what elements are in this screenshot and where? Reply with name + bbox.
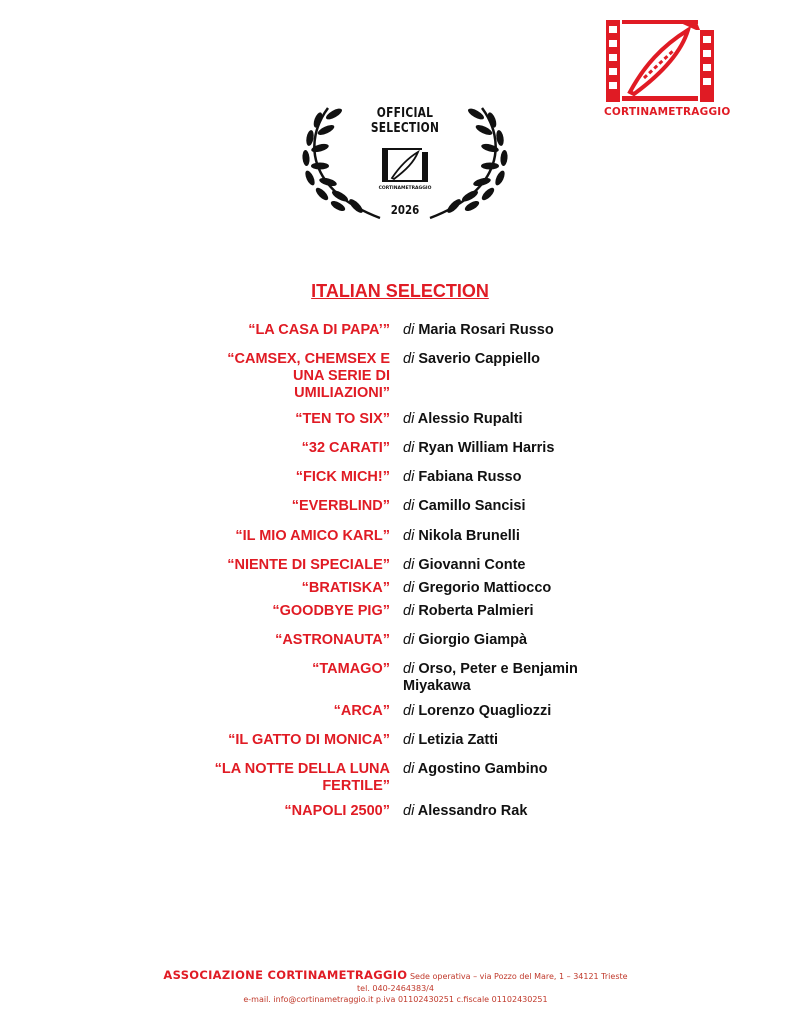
- director-name: Nikola Brunelli: [418, 528, 520, 544]
- film-title: [200, 761, 390, 795]
- director-line: [403, 761, 613, 778]
- footer-line-1: [0, 968, 791, 982]
- film-title-line: UNA SERIE DI: [293, 368, 390, 384]
- director-prefix: di: [403, 411, 415, 427]
- film-title-line: “FICK MICH!”: [295, 469, 390, 485]
- film-title: [200, 703, 390, 720]
- director-line: [403, 557, 613, 574]
- director-line: [403, 469, 613, 486]
- film-director: [403, 557, 613, 574]
- director-name: Alessandro Rak: [417, 803, 528, 819]
- film-title-line: “TAMAGO”: [312, 661, 390, 677]
- film-director: [403, 661, 613, 695]
- footer-phone: tel. 040-2464383/4: [357, 984, 434, 993]
- director-name: Miyakawa: [403, 678, 471, 694]
- director-prefix: di: [403, 661, 415, 677]
- footer-contacts: e-mail. info@cortinametraggio.it p.iva 01102430251 c.fiscale 01102430251: [243, 995, 548, 1004]
- director-line: [403, 732, 613, 749]
- section-title: ITALIAN SELECTION: [311, 281, 489, 301]
- film-title: [200, 803, 390, 820]
- film-title-line: “IL GATTO DI MONICA”: [228, 732, 390, 748]
- film-title: [200, 557, 390, 574]
- director-line: [403, 661, 613, 678]
- film-title-line: “BRATISKA”: [301, 580, 390, 596]
- film-title: [200, 440, 390, 457]
- film-title-line: “NIENTE DI SPECIALE”: [227, 557, 390, 573]
- director-name: Camillo Sancisi: [418, 498, 526, 514]
- director-line: [403, 498, 613, 515]
- director-line: [403, 411, 613, 428]
- film-title-line: “EVERBLIND”: [291, 498, 390, 514]
- director-prefix: di: [403, 351, 415, 367]
- director-prefix: di: [403, 469, 415, 485]
- director-prefix: di: [403, 557, 415, 573]
- director-line: [403, 528, 613, 545]
- director-prefix: di: [403, 440, 415, 456]
- director-prefix: di: [403, 498, 415, 514]
- director-prefix: di: [403, 703, 415, 719]
- film-title-line: “CAMSEX, CHEMSEX E: [227, 351, 390, 367]
- film-director: [403, 580, 613, 597]
- footer-association: ASSOCIAZIONE CORTINAMETRAGGIO: [163, 968, 408, 982]
- film-director: [403, 351, 613, 368]
- badge-year: 2026: [390, 203, 420, 217]
- film-title-line: “LA CASA DI PAPA’”: [248, 322, 390, 338]
- film-title: [200, 498, 390, 515]
- film-title: [200, 351, 390, 402]
- director-line: [403, 703, 613, 720]
- director-name: Letizia Zatti: [418, 732, 499, 748]
- film-title: [200, 603, 390, 620]
- film-title: [200, 322, 390, 339]
- film-director: [403, 603, 613, 620]
- film-title-line: “GOODBYE PIG”: [272, 603, 390, 619]
- director-prefix: di: [403, 322, 415, 338]
- director-name: Gregorio Mattiocco: [418, 580, 552, 596]
- film-title: [200, 580, 390, 597]
- film-title-line: “LA NOTTE DELLA LUNA: [214, 761, 390, 777]
- director-prefix: di: [403, 761, 415, 777]
- director-name: Orso, Peter e Benjamin: [418, 661, 578, 677]
- film-director: [403, 322, 613, 339]
- director-line: [403, 322, 613, 339]
- director-line: [403, 678, 613, 695]
- director-line: [403, 803, 613, 820]
- director-name: Alessio Rupalti: [417, 411, 523, 427]
- director-prefix: di: [403, 732, 415, 748]
- film-director: [403, 703, 613, 720]
- film-director: [403, 732, 613, 749]
- film-director: [403, 761, 613, 778]
- film-director: [403, 498, 613, 515]
- director-name: Saverio Cappiello: [418, 351, 541, 367]
- film-title-line: UMILIAZIONI”: [294, 385, 390, 401]
- film-title-line: “ARCA”: [333, 703, 390, 719]
- film-director: [403, 469, 613, 486]
- film-title-line: “IL MIO AMICO KARL”: [235, 528, 390, 544]
- director-name: Maria Rosari Russo: [418, 322, 554, 338]
- film-director: [403, 528, 613, 545]
- director-name: Lorenzo Quagliozzi: [418, 703, 552, 719]
- film-title-line: “NAPOLI 2500”: [284, 803, 390, 819]
- director-name: Agostino Gambino: [417, 761, 548, 777]
- badge-small-text: CORTINAMETRAGGIO: [378, 186, 432, 191]
- film-director: [403, 632, 613, 649]
- director-prefix: di: [403, 632, 415, 648]
- logo-text: CORTINAMETRAGGIO: [604, 106, 731, 118]
- director-name: Giovanni Conte: [418, 557, 526, 573]
- film-title-line: “32 CARATI”: [301, 440, 390, 456]
- director-name: Roberta Palmieri: [418, 603, 534, 619]
- director-name: Giorgio Giampà: [418, 632, 528, 648]
- film-director: [403, 440, 613, 457]
- director-line: [403, 440, 613, 457]
- director-line: [403, 580, 613, 597]
- film-title: [200, 528, 390, 545]
- film-title: [200, 661, 390, 678]
- director-line: [403, 603, 613, 620]
- director-prefix: di: [403, 603, 415, 619]
- film-title-line: “TEN TO SIX”: [295, 411, 390, 427]
- director-prefix: di: [403, 803, 415, 819]
- badge-line-official: OFFICIAL: [376, 106, 434, 121]
- film-director: [403, 803, 613, 820]
- film-director: [403, 411, 613, 428]
- film-title-line: “ASTRONAUTA”: [275, 632, 390, 648]
- director-prefix: di: [403, 528, 415, 544]
- director-line: [403, 632, 613, 649]
- director-name: Ryan William Harris: [418, 440, 555, 456]
- footer-address: Sede operativa – via Pozzo del Mare, 1 – 34121 Trieste: [409, 972, 628, 981]
- director-prefix: di: [403, 580, 415, 596]
- film-title-line: FERTILE”: [322, 778, 390, 794]
- badge-line-selection: SELECTION: [370, 121, 440, 136]
- film-title: [200, 632, 390, 649]
- film-title: [200, 411, 390, 428]
- director-name: Fabiana Russo: [418, 469, 522, 485]
- film-title: [200, 732, 390, 749]
- film-title: [200, 469, 390, 486]
- director-line: [403, 351, 613, 368]
